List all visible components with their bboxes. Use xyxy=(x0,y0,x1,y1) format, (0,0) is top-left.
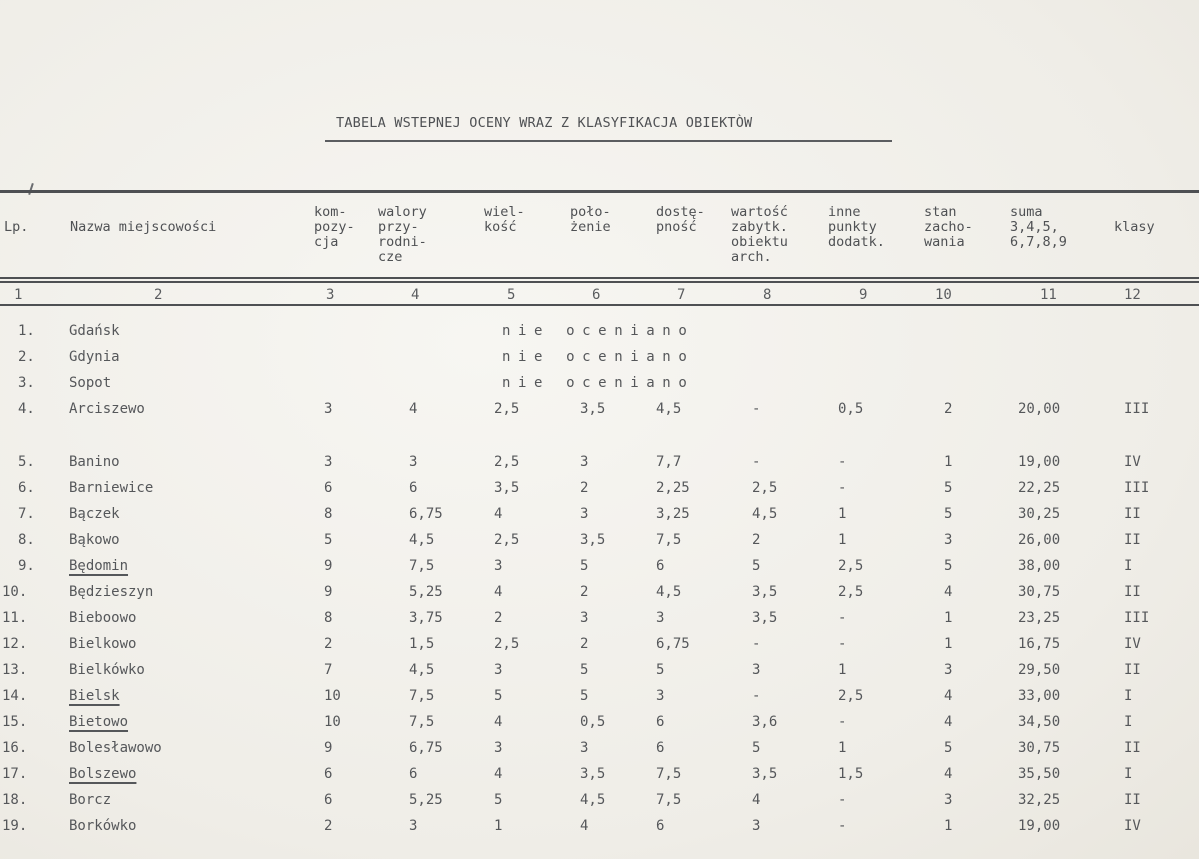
score-cell-c10: 1 xyxy=(944,454,953,470)
place-name: Będzieszyn xyxy=(69,584,154,600)
score-cell-c8: 3,6 xyxy=(752,714,778,730)
column-number-rule xyxy=(0,304,1199,306)
score-cell-c4: 3 xyxy=(409,818,418,834)
score-cell-c3: 6 xyxy=(324,792,333,808)
score-cell-c9: 1 xyxy=(838,740,847,756)
row-number: 14. xyxy=(2,688,28,704)
table-row xyxy=(0,761,1199,787)
score-cell-c5: 4 xyxy=(494,506,503,522)
column-number: 5 xyxy=(507,287,516,303)
score-cell-c11: 30,25 xyxy=(1018,506,1061,522)
score-cell-c9: - xyxy=(838,610,847,626)
score-cell-c4: 6 xyxy=(409,480,418,496)
column-number: 6 xyxy=(592,287,601,303)
score-cell-c11: 38,00 xyxy=(1018,558,1061,574)
score-cell-c9: - xyxy=(838,792,847,808)
column-number: 2 xyxy=(154,287,163,303)
score-cell-c6: 5 xyxy=(580,558,589,574)
place-name: Będomin xyxy=(69,558,129,574)
header-name: Nazwa miejscowości xyxy=(70,219,217,235)
header-wartosc: wartość zabytk. obiektu arch. xyxy=(731,204,788,265)
column-number: 7 xyxy=(677,287,686,303)
header-rule-1 xyxy=(0,277,1199,279)
row-number: 5. xyxy=(18,454,35,470)
score-cell-c3: 7 xyxy=(324,662,333,678)
score-cell-c6: 2 xyxy=(580,636,589,652)
score-cell-c3: 5 xyxy=(324,532,333,548)
page-title: TABELA WSTEPNEJ OCENY WRAZ Z KLASYFIKACJA OBIEKTÒW xyxy=(336,115,753,131)
not-rated-note: nie oceniano xyxy=(502,349,695,365)
score-cell-c8: 2 xyxy=(752,532,761,548)
title-underline xyxy=(325,140,892,142)
score-cell-c5: 5 xyxy=(494,792,503,808)
score-cell-c11: 19,00 xyxy=(1018,454,1061,470)
score-cell-c10: 4 xyxy=(944,584,953,600)
score-cell-c10: 5 xyxy=(944,506,953,522)
score-cell-c9: 1 xyxy=(838,506,847,522)
score-cell-c3: 9 xyxy=(324,740,333,756)
score-cell-c5: 1 xyxy=(494,818,503,834)
table-row xyxy=(0,683,1199,709)
score-cell-c11: 16,75 xyxy=(1018,636,1061,652)
table-row xyxy=(0,787,1199,813)
score-cell-c7: 6 xyxy=(656,818,665,834)
row-number: 16. xyxy=(2,740,28,756)
place-name: Arciszewo xyxy=(69,401,145,417)
score-cell-c6: 5 xyxy=(580,662,589,678)
row-number: 15. xyxy=(2,714,28,730)
header-walory: walory przy- rodni- cze xyxy=(378,204,427,265)
score-cell-c5: 4 xyxy=(494,584,503,600)
score-cell-c3: 9 xyxy=(324,558,333,574)
column-number: 11 xyxy=(1040,287,1057,303)
column-number: 3 xyxy=(326,287,335,303)
table-row xyxy=(0,396,1199,422)
table-row xyxy=(0,631,1199,657)
score-cell-c11: 34,50 xyxy=(1018,714,1061,730)
score-cell-c12: II xyxy=(1124,532,1141,548)
header-inne: inne punkty dodatk. xyxy=(828,204,885,250)
score-cell-c9: 0,5 xyxy=(838,401,864,417)
row-number: 17. xyxy=(2,766,28,782)
score-cell-c5: 2,5 xyxy=(494,454,520,470)
score-cell-c12: I xyxy=(1124,688,1133,704)
score-cell-c10: 1 xyxy=(944,636,953,652)
header-klasy: klasy xyxy=(1114,219,1155,235)
score-cell-c7: 3 xyxy=(656,688,665,704)
score-cell-c4: 1,5 xyxy=(409,636,435,652)
score-cell-c12: II xyxy=(1124,662,1141,678)
table-row xyxy=(0,527,1199,553)
row-number: 13. xyxy=(2,662,28,678)
table-row xyxy=(0,449,1199,475)
score-cell-c9: 2,5 xyxy=(838,584,864,600)
score-cell-c6: 2 xyxy=(580,480,589,496)
score-cell-c12: III xyxy=(1124,610,1150,626)
score-cell-c8: - xyxy=(752,454,761,470)
score-cell-c3: 9 xyxy=(324,584,333,600)
score-cell-c6: 2 xyxy=(580,584,589,600)
column-number: 12 xyxy=(1124,287,1141,303)
place-name: Bolszewo xyxy=(69,766,137,782)
score-cell-c7: 7,7 xyxy=(656,454,682,470)
place-name: Bielkowo xyxy=(69,636,137,652)
score-cell-c8: 3,5 xyxy=(752,766,778,782)
score-cell-c6: 3,5 xyxy=(580,766,606,782)
header-stan: stan zacho- wania xyxy=(924,204,973,250)
score-cell-c5: 3 xyxy=(494,740,503,756)
score-cell-c5: 3 xyxy=(494,662,503,678)
score-cell-c8: 3 xyxy=(752,818,761,834)
score-cell-c12: IV xyxy=(1124,454,1141,470)
score-cell-c3: 3 xyxy=(324,454,333,470)
score-cell-c9: 1 xyxy=(838,662,847,678)
not-rated-note: nie oceniano xyxy=(502,375,695,391)
place-name: Bieboowo xyxy=(69,610,137,626)
score-cell-c11: 29,50 xyxy=(1018,662,1061,678)
table-row xyxy=(0,657,1199,683)
score-cell-c6: 3,5 xyxy=(580,401,606,417)
score-cell-c11: 23,25 xyxy=(1018,610,1061,626)
score-cell-c4: 7,5 xyxy=(409,558,435,574)
table-top-rule xyxy=(0,190,1199,193)
column-number: 1 xyxy=(14,287,23,303)
score-cell-c8: - xyxy=(752,401,761,417)
score-cell-c8: 5 xyxy=(752,558,761,574)
score-cell-c11: 20,00 xyxy=(1018,401,1061,417)
score-cell-c5: 4 xyxy=(494,714,503,730)
row-number: 19. xyxy=(2,818,28,834)
score-cell-c9: 1,5 xyxy=(838,766,864,782)
score-cell-c4: 4 xyxy=(409,401,418,417)
place-name: Gdańsk xyxy=(69,323,120,339)
score-cell-c12: I xyxy=(1124,766,1133,782)
score-cell-c12: IV xyxy=(1124,636,1141,652)
table-row xyxy=(0,813,1199,839)
row-number: 3. xyxy=(18,375,35,391)
score-cell-c9: 2,5 xyxy=(838,688,864,704)
score-cell-c10: 1 xyxy=(944,610,953,626)
score-cell-c8: - xyxy=(752,688,761,704)
score-cell-c9: - xyxy=(838,714,847,730)
row-number: 4. xyxy=(18,401,35,417)
score-cell-c7: 4,5 xyxy=(656,401,682,417)
score-cell-c4: 6,75 xyxy=(409,506,443,522)
table-row xyxy=(0,370,1199,396)
score-cell-c8: 5 xyxy=(752,740,761,756)
place-name: Borcz xyxy=(69,792,112,808)
score-cell-c9: - xyxy=(838,636,847,652)
score-cell-c7: 3,25 xyxy=(656,506,690,522)
place-name: Bietowo xyxy=(69,714,129,730)
score-cell-c10: 5 xyxy=(944,740,953,756)
score-cell-c10: 1 xyxy=(944,818,953,834)
score-cell-c7: 5 xyxy=(656,662,665,678)
column-number: 4 xyxy=(411,287,420,303)
score-cell-c5: 4 xyxy=(494,766,503,782)
header-lp: Lp. xyxy=(4,219,29,235)
place-name: Bąkowo xyxy=(69,532,120,548)
table-row xyxy=(0,318,1199,344)
header-kompozycja: kom- pozy- cja xyxy=(314,204,355,250)
score-cell-c4: 3 xyxy=(409,454,418,470)
score-cell-c10: 5 xyxy=(944,558,953,574)
score-cell-c4: 3,75 xyxy=(409,610,443,626)
score-cell-c4: 6 xyxy=(409,766,418,782)
score-cell-c8: 3,5 xyxy=(752,610,778,626)
score-cell-c8: 2,5 xyxy=(752,480,778,496)
score-cell-c11: 30,75 xyxy=(1018,740,1061,756)
column-number: 9 xyxy=(859,287,868,303)
score-cell-c3: 6 xyxy=(324,480,333,496)
row-number: 1. xyxy=(18,323,35,339)
row-number: 6. xyxy=(18,480,35,496)
score-cell-c9: - xyxy=(838,454,847,470)
row-number: 9. xyxy=(18,558,35,574)
score-cell-c9: 1 xyxy=(838,532,847,548)
table-row xyxy=(0,501,1199,527)
score-cell-c7: 4,5 xyxy=(656,584,682,600)
score-cell-c4: 5,25 xyxy=(409,792,443,808)
score-cell-c3: 8 xyxy=(324,610,333,626)
score-cell-c12: IV xyxy=(1124,818,1141,834)
score-cell-c3: 2 xyxy=(324,818,333,834)
score-cell-c9: 2,5 xyxy=(838,558,864,574)
score-cell-c8: 3 xyxy=(752,662,761,678)
score-cell-c4: 7,5 xyxy=(409,688,435,704)
score-cell-c12: II xyxy=(1124,506,1141,522)
place-name: Bolesławowo xyxy=(69,740,162,756)
place-name: Bączek xyxy=(69,506,120,522)
table-row xyxy=(0,475,1199,501)
score-cell-c6: 3 xyxy=(580,740,589,756)
score-cell-c4: 4,5 xyxy=(409,662,435,678)
score-cell-c10: 5 xyxy=(944,480,953,496)
score-cell-c12: II xyxy=(1124,584,1141,600)
score-cell-c8: 3,5 xyxy=(752,584,778,600)
score-cell-c7: 6 xyxy=(656,558,665,574)
score-cell-c5: 2 xyxy=(494,610,503,626)
table-row xyxy=(0,344,1199,370)
score-cell-c7: 7,5 xyxy=(656,792,682,808)
score-cell-c7: 7,5 xyxy=(656,532,682,548)
table-row xyxy=(0,579,1199,605)
column-number: 10 xyxy=(935,287,952,303)
score-cell-c6: 3,5 xyxy=(580,532,606,548)
score-cell-c4: 7,5 xyxy=(409,714,435,730)
place-name: Sopot xyxy=(69,375,112,391)
row-number: 7. xyxy=(18,506,35,522)
score-cell-c12: II xyxy=(1124,740,1141,756)
score-cell-c8: 4 xyxy=(752,792,761,808)
score-cell-c12: II xyxy=(1124,792,1141,808)
score-cell-c5: 3 xyxy=(494,558,503,574)
header-polozenie: poło- żenie xyxy=(570,204,611,235)
score-cell-c6: 4,5 xyxy=(580,792,606,808)
score-cell-c12: I xyxy=(1124,558,1133,574)
pen-mark xyxy=(28,183,34,195)
score-cell-c4: 5,25 xyxy=(409,584,443,600)
score-cell-c10: 3 xyxy=(944,792,953,808)
score-cell-c5: 2,5 xyxy=(494,636,520,652)
row-number: 18. xyxy=(2,792,28,808)
score-cell-c6: 4 xyxy=(580,818,589,834)
score-cell-c9: - xyxy=(838,480,847,496)
score-cell-c3: 10 xyxy=(324,688,341,704)
score-cell-c10: 2 xyxy=(944,401,953,417)
score-cell-c10: 4 xyxy=(944,688,953,704)
score-cell-c7: 2,25 xyxy=(656,480,690,496)
score-cell-c5: 2,5 xyxy=(494,532,520,548)
score-cell-c12: I xyxy=(1124,714,1133,730)
score-cell-c11: 32,25 xyxy=(1018,792,1061,808)
score-cell-c3: 8 xyxy=(324,506,333,522)
score-cell-c10: 4 xyxy=(944,766,953,782)
score-cell-c7: 6 xyxy=(656,740,665,756)
header-wielkosc: wiel- kość xyxy=(484,204,525,235)
score-cell-c6: 5 xyxy=(580,688,589,704)
score-cell-c11: 19,00 xyxy=(1018,818,1061,834)
score-cell-c3: 2 xyxy=(324,636,333,652)
row-number: 8. xyxy=(18,532,35,548)
score-cell-c6: 3 xyxy=(580,506,589,522)
score-cell-c11: 33,00 xyxy=(1018,688,1061,704)
score-cell-c5: 2,5 xyxy=(494,401,520,417)
row-number: 2. xyxy=(18,349,35,365)
table-row xyxy=(0,553,1199,579)
score-cell-c10: 3 xyxy=(944,662,953,678)
score-cell-c7: 3 xyxy=(656,610,665,626)
score-cell-c3: 10 xyxy=(324,714,341,730)
score-cell-c3: 6 xyxy=(324,766,333,782)
score-cell-c4: 6,75 xyxy=(409,740,443,756)
score-cell-c7: 6,75 xyxy=(656,636,690,652)
table-row xyxy=(0,735,1199,761)
score-cell-c6: 3 xyxy=(580,454,589,470)
score-cell-c11: 35,50 xyxy=(1018,766,1061,782)
place-name: Bielsk xyxy=(69,688,120,704)
score-cell-c6: 0,5 xyxy=(580,714,606,730)
place-name: Gdynia xyxy=(69,349,120,365)
score-cell-c7: 7,5 xyxy=(656,766,682,782)
score-cell-c6: 3 xyxy=(580,610,589,626)
score-cell-c10: 4 xyxy=(944,714,953,730)
score-cell-c7: 6 xyxy=(656,714,665,730)
table-row xyxy=(0,709,1199,735)
place-name: Banino xyxy=(69,454,120,470)
score-cell-c11: 22,25 xyxy=(1018,480,1061,496)
header-dostepnosc: dostę- pność xyxy=(656,204,705,235)
place-name: Borkówko xyxy=(69,818,137,834)
score-cell-c8: 4,5 xyxy=(752,506,778,522)
score-cell-c11: 30,75 xyxy=(1018,584,1061,600)
column-number: 8 xyxy=(763,287,772,303)
score-cell-c10: 3 xyxy=(944,532,953,548)
score-cell-c9: - xyxy=(838,818,847,834)
score-cell-c5: 3,5 xyxy=(494,480,520,496)
score-cell-c3: 3 xyxy=(324,401,333,417)
row-number: 10. xyxy=(2,584,28,600)
score-cell-c4: 4,5 xyxy=(409,532,435,548)
score-cell-c11: 26,00 xyxy=(1018,532,1061,548)
row-number: 12. xyxy=(2,636,28,652)
score-cell-c12: III xyxy=(1124,480,1150,496)
header-rule-2 xyxy=(0,281,1199,283)
score-cell-c8: - xyxy=(752,636,761,652)
score-cell-c5: 5 xyxy=(494,688,503,704)
table-row xyxy=(0,605,1199,631)
not-rated-note: nie oceniano xyxy=(502,323,695,339)
score-cell-c12: III xyxy=(1124,401,1150,417)
place-name: Bielkówko xyxy=(69,662,145,678)
header-suma: suma 3,4,5, 6,7,8,9 xyxy=(1010,204,1067,250)
place-name: Barniewice xyxy=(69,480,154,496)
row-number: 11. xyxy=(2,610,28,626)
